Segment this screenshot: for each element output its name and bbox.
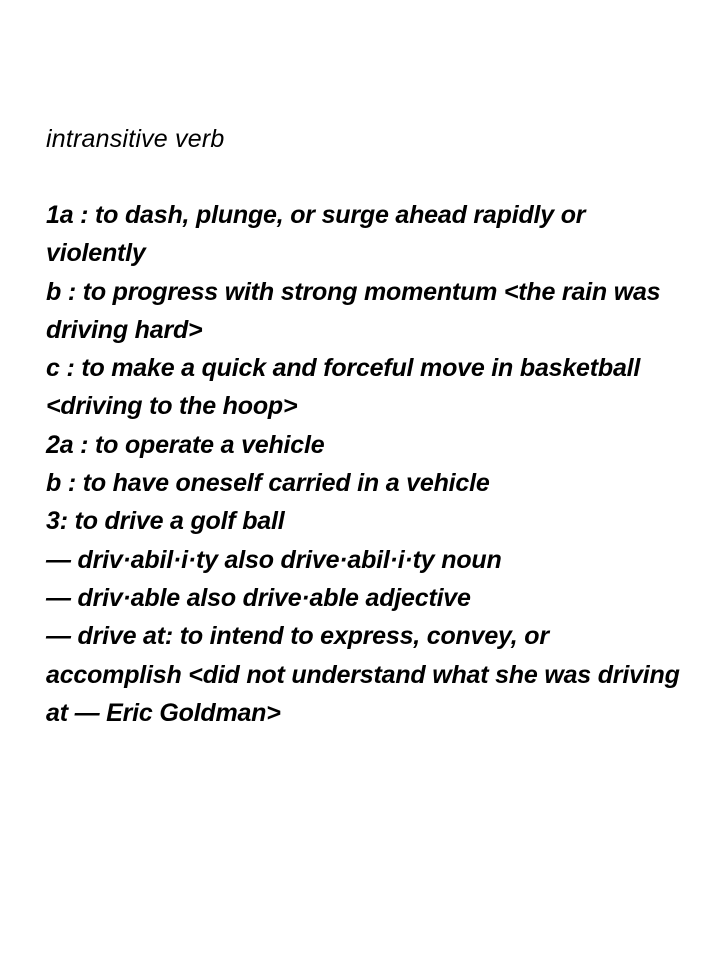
definitions-list	[46, 196, 686, 732]
definition-1a: 1a : to dash, plunge, or surge ahead rapidly or violently	[46, 201, 586, 268]
part-of-speech-label: intransitive verb	[46, 125, 225, 153]
definition-1b: b : to progress with strong momentum <the rain was driving hard>	[46, 277, 661, 344]
derived-form-drivable: — driv·able also drive·able adjective	[46, 583, 471, 612]
definition-2a: 2a : to operate a vehicle	[46, 430, 325, 459]
definition-2b: b : to have oneself carried in a vehicle	[46, 469, 490, 498]
spacer	[46, 158, 686, 196]
definition-3: 3: to drive a golf ball	[46, 507, 285, 536]
phrase-drive-at: — drive at: to intend to express, convey, or accomplish <did not understand what she was driving at — Eric Goldman>	[46, 622, 680, 727]
derived-form-drivability: — driv·abil·i·ty also drive·abil·i·ty noun	[46, 545, 502, 574]
definition-1c: c : to make a quick and forceful move in basketball <driving to the hoop>	[46, 354, 641, 421]
dictionary-entry	[46, 120, 686, 732]
